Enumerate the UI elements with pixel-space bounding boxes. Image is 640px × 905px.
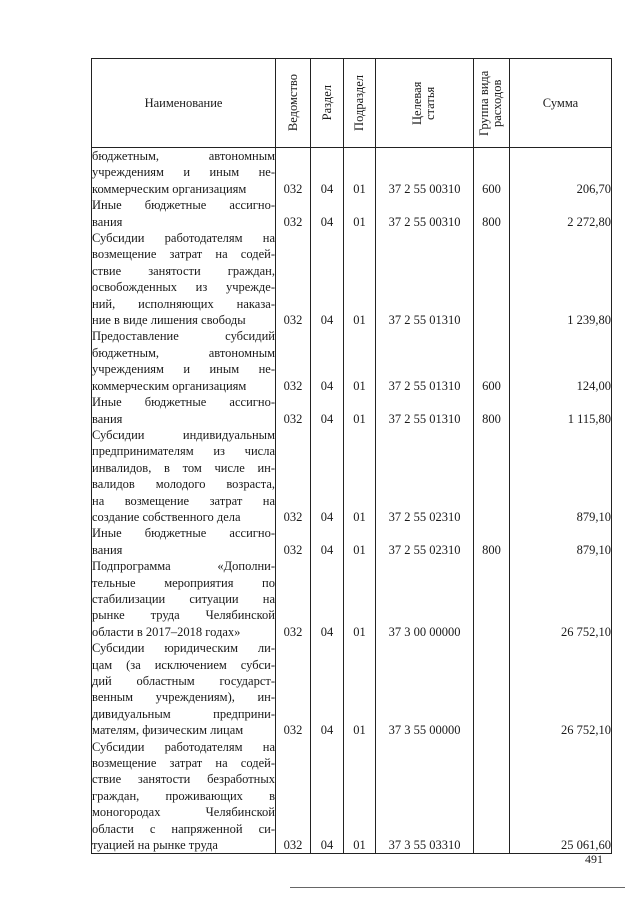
row-target-item: 37 2 55 01310	[376, 328, 474, 394]
row-section: 04	[311, 525, 344, 558]
row-target-item: 37 3 55 03310	[376, 739, 474, 854]
table-row	[92, 230, 612, 328]
footer-rule	[290, 887, 625, 888]
row-expense-group: 800	[474, 525, 510, 558]
row-name-line: инвалидов, в том числе ин-	[92, 460, 275, 475]
row-name-line: цам (за исключением субси-	[92, 657, 275, 672]
row-target-item: 37 2 55 01310	[376, 230, 474, 328]
row-name-line: граждан, проживающих в	[92, 788, 275, 803]
row-name-line: Предоставление субсидий	[92, 329, 275, 344]
row-amount: 25 061,60	[510, 739, 612, 854]
row-name	[92, 197, 276, 230]
row-department: 032	[276, 148, 311, 198]
row-subsection: 01	[344, 558, 376, 640]
row-name-line: возмещение затрат на содей-	[92, 247, 275, 262]
row-name-line: мателям, физическим лицам	[92, 723, 244, 738]
table-row	[92, 427, 612, 525]
table-body	[92, 148, 612, 854]
row-target-item: 37 3 55 00000	[376, 640, 474, 738]
row-name	[92, 394, 276, 427]
table-row	[92, 328, 612, 394]
header-name: Наименование	[92, 59, 276, 148]
row-amount: 879,10	[510, 427, 612, 525]
row-subsection: 01	[344, 525, 376, 558]
row-section: 04	[311, 739, 344, 854]
row-name	[92, 148, 276, 198]
row-expense-group: 600	[474, 148, 510, 198]
header-amount: Сумма	[510, 59, 612, 148]
row-name-line: предпринимателям из числа	[92, 444, 275, 459]
row-name-line: моногородах Челябинской	[92, 805, 275, 820]
header-subsection	[344, 59, 376, 148]
row-name-line: туацией на рынке труда	[92, 838, 218, 853]
row-subsection: 01	[344, 197, 376, 230]
row-department: 032	[276, 328, 311, 394]
header-target-item	[376, 59, 474, 148]
row-name-line: освобожденных из учрежде-	[92, 280, 275, 295]
row-name	[92, 328, 276, 394]
row-amount: 26 752,10	[510, 640, 612, 738]
row-name-line: области с напряженной си-	[92, 821, 275, 836]
row-subsection: 01	[344, 739, 376, 854]
budget-table	[91, 58, 612, 854]
row-name	[92, 640, 276, 738]
row-expense-group	[474, 640, 510, 738]
row-name-line: стабилизации ситуации на	[92, 591, 275, 606]
row-name-line: ствие занятости безработных	[92, 772, 275, 787]
header-section	[311, 59, 344, 148]
header-department	[276, 59, 311, 148]
row-amount: 1 115,80	[510, 394, 612, 427]
header-expense-group-label: Группа вида расходов	[476, 70, 504, 136]
row-name-line: Иные бюджетные ассигно-	[92, 198, 275, 213]
row-name-line: вания	[92, 411, 123, 426]
row-name-line: дивидуальным предприни-	[92, 706, 275, 721]
row-name-line: возмещение затрат на содей-	[92, 756, 275, 771]
row-name-line: коммерческим организациям	[92, 378, 247, 393]
row-name-line: коммерческим организациям	[92, 181, 247, 196]
row-name-line: учреждениям и иным не-	[92, 165, 275, 180]
row-department: 032	[276, 427, 311, 525]
row-subsection: 01	[344, 640, 376, 738]
row-target-item: 37 2 55 02310	[376, 525, 474, 558]
header-section-label: Раздел	[319, 85, 334, 121]
row-department: 032	[276, 558, 311, 640]
row-section: 04	[311, 148, 344, 198]
row-name-line: Субсидии юридическим ли-	[92, 641, 275, 656]
row-name-line: бюджетным, автономным	[92, 345, 275, 360]
row-subsection: 01	[344, 328, 376, 394]
table-row	[92, 558, 612, 640]
row-name-line: учреждениям и иным не-	[92, 362, 275, 377]
row-target-item: 37 3 00 00000	[376, 558, 474, 640]
row-department: 032	[276, 197, 311, 230]
row-department: 032	[276, 739, 311, 854]
row-target-item: 37 2 55 00310	[376, 197, 474, 230]
row-name-line: тельные мероприятия по	[92, 575, 275, 590]
row-name-line: создание собственного дела	[92, 509, 241, 524]
table-row	[92, 739, 612, 854]
row-amount: 1 239,80	[510, 230, 612, 328]
row-name-line: венным учреждениям), ин-	[92, 690, 275, 705]
row-subsection: 01	[344, 394, 376, 427]
page-number: 491	[585, 852, 603, 866]
row-name-line: на возмещение затрат на	[92, 493, 275, 508]
row-name-line: Субсидии индивидуальным	[92, 427, 275, 442]
table-row	[92, 640, 612, 738]
header-department-label: Ведомство	[285, 74, 300, 132]
row-name-line: ствие занятости граждан,	[92, 263, 275, 278]
row-expense-group	[474, 427, 510, 525]
row-amount: 879,10	[510, 525, 612, 558]
row-section: 04	[311, 328, 344, 394]
row-name-line: вания	[92, 542, 123, 557]
row-expense-group: 800	[474, 394, 510, 427]
table-row	[92, 394, 612, 427]
row-target-item: 37 2 55 02310	[376, 427, 474, 525]
row-department: 032	[276, 394, 311, 427]
row-target-item: 37 2 55 01310	[376, 394, 474, 427]
row-subsection: 01	[344, 427, 376, 525]
row-name-line: Иные бюджетные ассигно-	[92, 526, 275, 541]
row-name-line: ние в виде лишения свободы	[92, 313, 246, 328]
row-target-item: 37 2 55 00310	[376, 148, 474, 198]
row-amount: 124,00	[510, 328, 612, 394]
row-department: 032	[276, 640, 311, 738]
row-section: 04	[311, 197, 344, 230]
row-subsection: 01	[344, 148, 376, 198]
row-department: 032	[276, 525, 311, 558]
row-name-line: дий областным государст-	[92, 674, 275, 688]
row-section: 04	[311, 394, 344, 427]
row-name-line: рынке труда Челябинской	[92, 608, 275, 623]
header-subsection-label: Подраздел	[352, 75, 366, 131]
row-section: 04	[311, 640, 344, 738]
row-expense-group: 800	[474, 197, 510, 230]
row-name-line: Иные бюджетные ассигно-	[92, 395, 275, 410]
row-expense-group: 600	[474, 328, 510, 394]
row-name-line: Субсидии работодателям на	[92, 739, 275, 754]
row-expense-group	[474, 558, 510, 640]
row-name-line: валидов молодого возраста,	[92, 477, 275, 492]
row-name-line: бюджетным, автономным	[92, 149, 275, 163]
row-name	[92, 427, 276, 525]
row-section: 04	[311, 230, 344, 328]
row-name	[92, 558, 276, 640]
row-name-line: ний, исполняющих наказа-	[92, 296, 275, 311]
row-expense-group	[474, 230, 510, 328]
row-amount: 26 752,10	[510, 558, 612, 640]
header-target-item-label: Целевая статья	[409, 81, 437, 125]
row-name	[92, 230, 276, 328]
table-row	[92, 197, 612, 230]
row-amount: 206,70	[510, 148, 612, 198]
row-name	[92, 525, 276, 558]
row-expense-group	[474, 739, 510, 854]
row-amount: 2 272,80	[510, 197, 612, 230]
row-section: 04	[311, 427, 344, 525]
row-name-line: области в 2017–2018 годах»	[92, 624, 241, 639]
row-name-line: Подпрограмма «Дополни-	[92, 559, 275, 574]
header-expense-group	[474, 59, 510, 148]
row-department: 032	[276, 230, 311, 328]
row-name	[92, 739, 276, 854]
row-subsection: 01	[344, 230, 376, 328]
table-header-row	[92, 59, 612, 148]
row-name-line: вания	[92, 214, 123, 229]
table-row	[92, 148, 612, 198]
table-row	[92, 525, 612, 558]
row-section: 04	[311, 558, 344, 640]
row-name-line: Субсидии работодателям на	[92, 231, 275, 246]
